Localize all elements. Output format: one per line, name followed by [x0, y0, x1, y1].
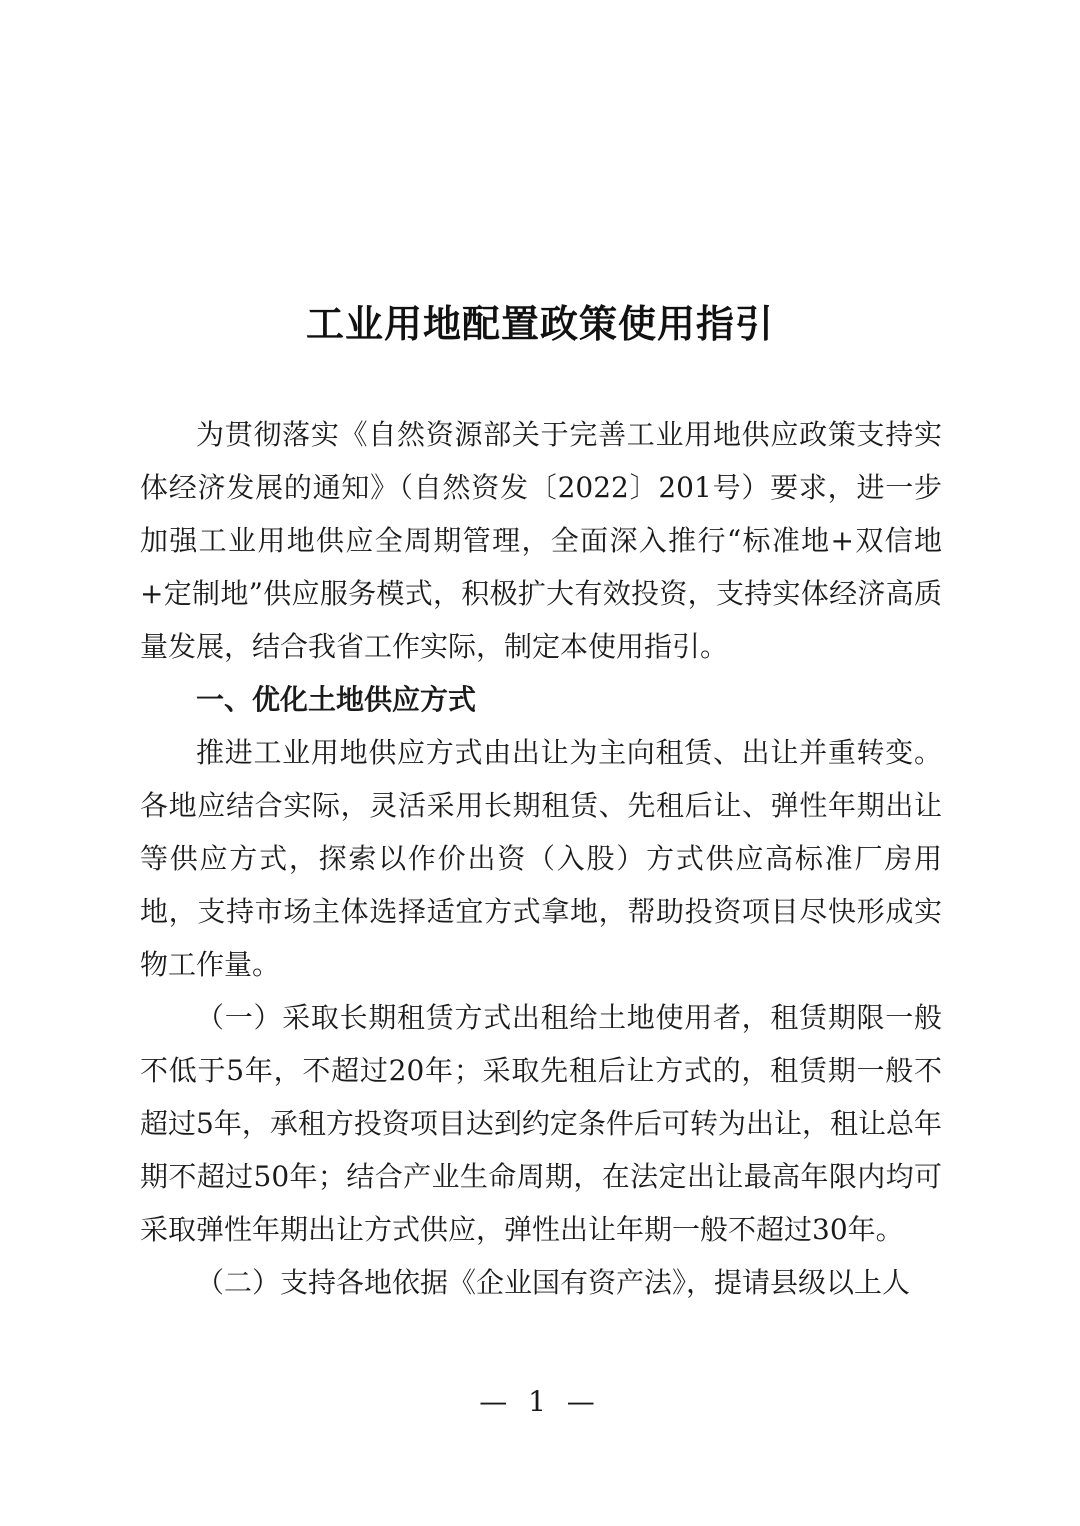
intro-paragraph: 为贯彻落实《自然资源部关于完善工业用地供应政策支持实体经济发展的通知》（自然资发〔2022〕201号）要求，进一步加强工业用地供应全周期管理，全面深入推行“标准地+双信地+定制地”供应服务模式，积极扩大有效投资，支持实体经济高质量发展，结合我省工作实际，制定本使用指引。 [140, 418, 942, 663]
document-title: 工业用地配置政策使用指引 [305, 302, 774, 346]
document-body [140, 408, 942, 1309]
clause-paragraph-1: （一）采取长期租赁方式出租给土地使用者，租赁期限一般不低于5年，不超过20年；采取先租后让方式的，租赁期一般不超过5年，承租方投资项目达到约定条件后可转为出让，租让总年期不超过50年；结合产业生命周期，在法定出让最高年限内均可采取弹性年期出让方式供应，弹性出让年期一般不超过30年。 [140, 1001, 942, 1246]
page-number: — 1 — [479, 1385, 601, 1418]
section-heading: 一、优化土地供应方式 [196, 683, 477, 716]
clause-paragraph-2: （二）支持各地依据《企业国有资产法》，提请县级以上人 [196, 1266, 911, 1299]
body-paragraph: 推进工业用地供应方式由出让为主向租赁、出让并重转变。各地应结合实际，灵活采用长期租赁、先租后让、弹性年期出让等供应方式，探索以作价出资（入股）方式供应高标准厂房用地，支持市场主体选择适宜方式拿地，帮助投资项目尽快形成实物工作量。 [140, 736, 942, 981]
